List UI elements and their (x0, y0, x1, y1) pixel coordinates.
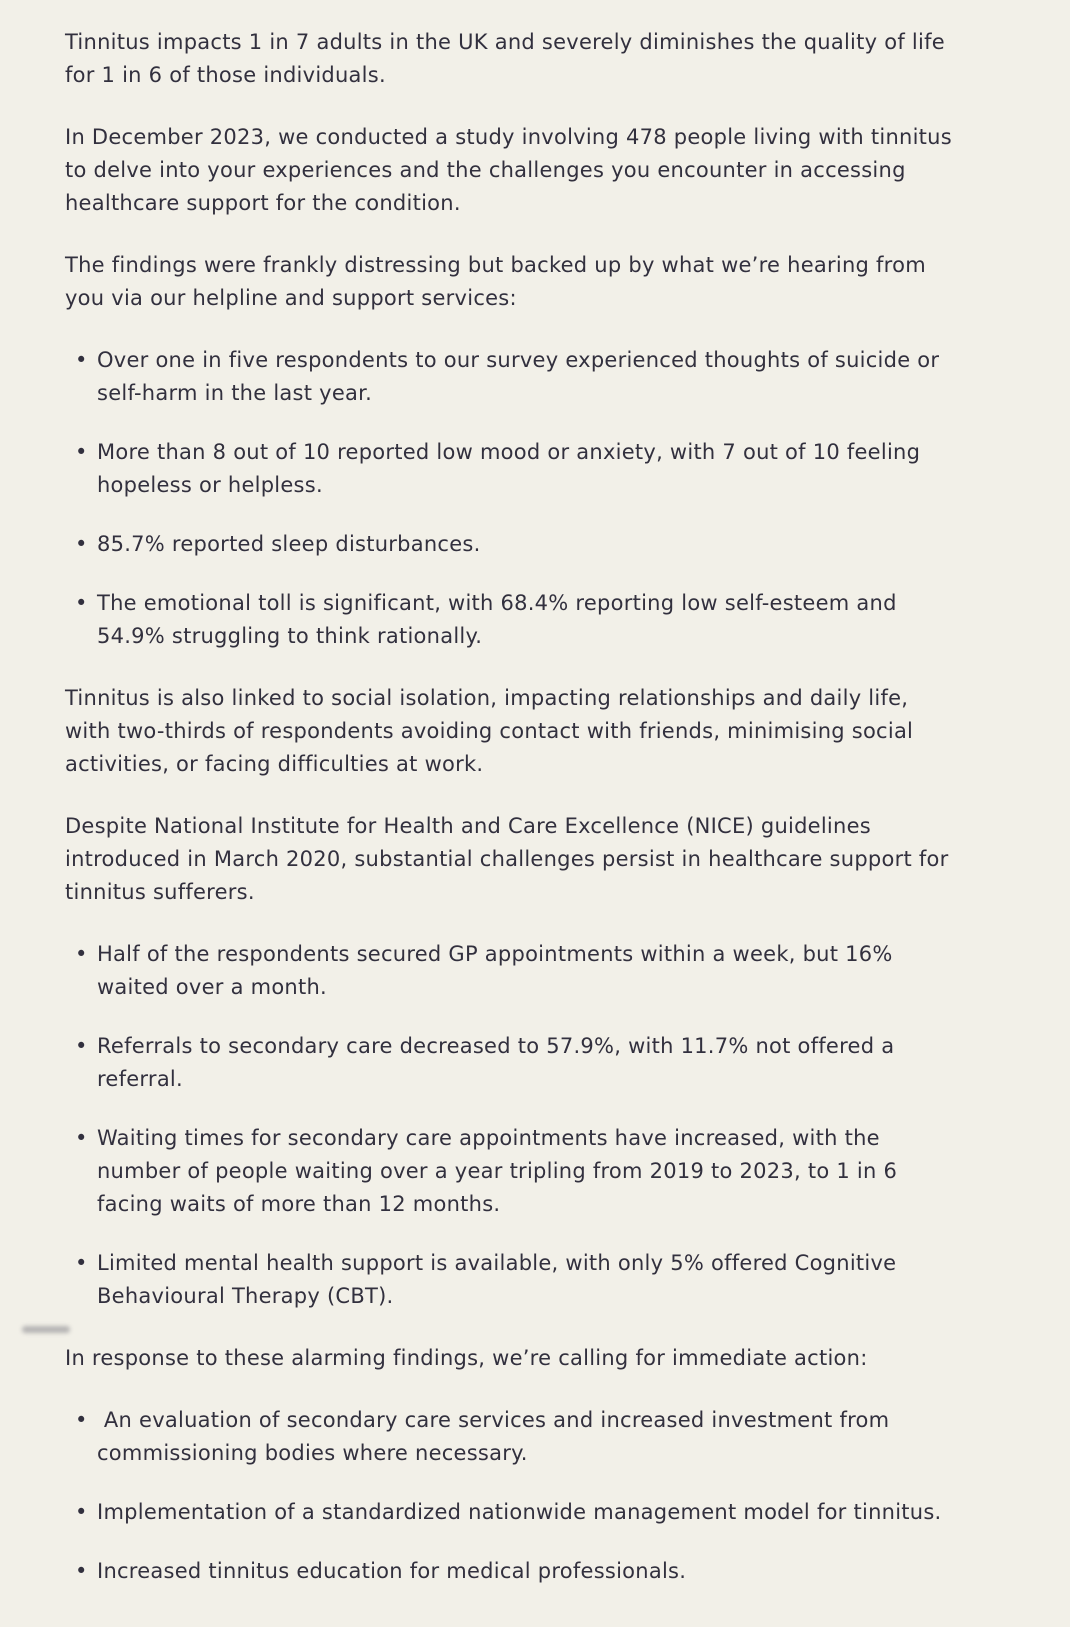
list-item: • Waiting times for secondary care appointments have increased, with the number of people waiting over a year tripling from 2019 to 2023, to 1 in 6 facing waits of more than 12 months. (65, 1122, 952, 1221)
actions-list (65, 1404, 952, 1588)
findings-list (65, 344, 952, 653)
list-item: • The emotional toll is significant, with 68.4% reporting low self-esteem and 54.9% struggling to think rationally. (65, 587, 952, 653)
list-item: • Increased tinnitus education for medical professionals. (65, 1555, 952, 1588)
healthcare-challenges-list (65, 938, 952, 1313)
list-item: • An evaluation of secondary care services and increased investment from commissioning bodies where necessary. (65, 1404, 952, 1470)
paragraph-findings-intro: The findings were frankly distressing but backed up by what we’re hearing from you via our helpline and support services: (65, 253, 926, 310)
list-item: • Implementation of a standardized nationwide management model for tinnitus. (65, 1496, 952, 1529)
paragraph-nice-guidelines: Despite National Institute for Health and Care Excellence (NICE) guidelines introduced in March 2020, substantial challenges persist in healthcare support for tinnitus sufferers. (65, 814, 949, 904)
paragraph-call-to-action: In response to these alarming findings, we’re calling for immediate action: (65, 1346, 868, 1370)
paragraph-social-isolation: Tinnitus is also linked to social isolation, impacting relationships and daily life, with two-thirds of respondents avoiding contact with friends, minimising social activities, or facing difficulties at work. (65, 686, 914, 776)
list-item: • Limited mental health support is available, with only 5% offered Cognitive Behavioural Therapy (CBT). (65, 1247, 952, 1313)
list-item: • Half of the respondents secured GP appointments within a week, but 16% waited over a month. (65, 938, 952, 1004)
list-item: • 85.7% reported sleep disturbances. (65, 528, 952, 561)
list-item: • More than 8 out of 10 reported low mood or anxiety, with 7 out of 10 feeling hopeless or helpless. (65, 436, 952, 502)
paragraph-study: In December 2023, we conducted a study involving 478 people living with tinnitus to delve into your experiences and the challenges you encounter in accessing healthcare support for the condition. (65, 125, 952, 215)
list-item: • Referrals to secondary care decreased to 57.9%, with 11.7% not offered a referral. (65, 1030, 952, 1096)
list-item: • Over one in five respondents to our survey experienced thoughts of suicide or self-harm in the last year. (65, 344, 952, 410)
paragraph-prevalence: Tinnitus impacts 1 in 7 adults in the UK and severely diminishes the quality of life for 1 in 6 of those individuals. (65, 30, 945, 87)
